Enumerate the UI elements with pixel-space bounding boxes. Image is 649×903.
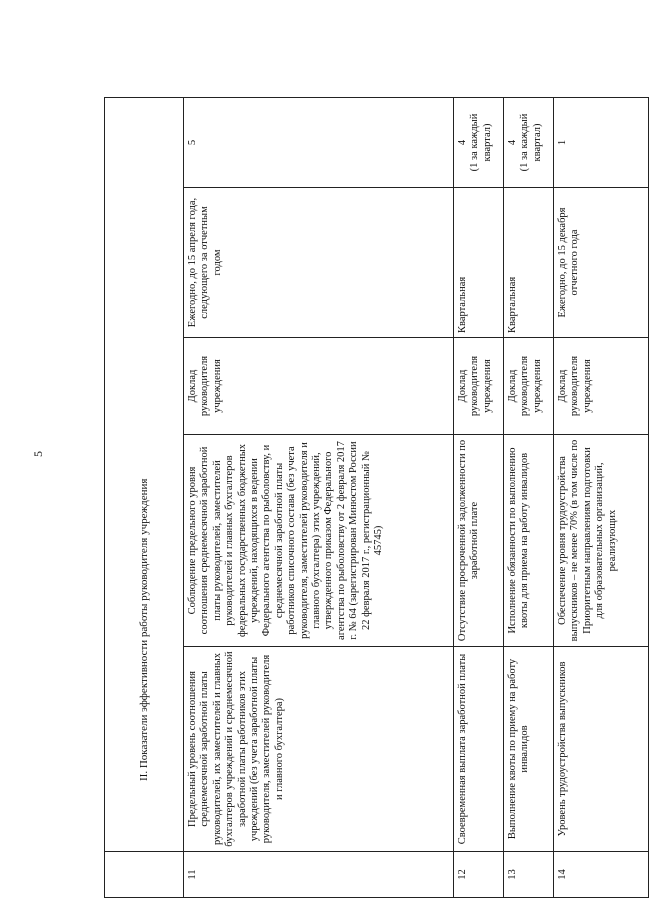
points-note: (1 за каждый квартал) <box>469 113 493 171</box>
row-number: 11 <box>184 851 454 897</box>
points-value: 1 <box>557 139 568 145</box>
indicator-cell: Уровень трудоустройства выпускников <box>554 646 649 851</box>
points-value: 4 <box>507 139 518 145</box>
period-cell: Ежегодно, до 15 апреля года, следующего за отчетным годом <box>184 187 454 337</box>
row-number: 14 <box>554 851 649 897</box>
points-cell <box>504 97 554 187</box>
section-title: II. Показатели эффективности работы руководителя учреждения <box>105 97 184 851</box>
page-number: 5 <box>31 451 45 457</box>
criterion-cell: Обеспечение уровня трудоустройства выпускников – не менее 70% (в том числе по Приоритетным направлениям подготовки для образовательных организаций, реализующих <box>554 434 649 646</box>
table-viewport <box>137 46 634 880</box>
criterion-cell: Исполнение обязанности по выполнению квоты для приема на работу инвалидов <box>504 434 554 646</box>
indicator-cell: Своевременная выплата заработной платы <box>454 646 504 851</box>
period-cell: Квартальная <box>504 187 554 337</box>
points-value: 4 <box>457 139 468 145</box>
points-cell <box>554 97 649 187</box>
source-cell: Доклад руководителя учреждения <box>504 337 554 434</box>
points-cell <box>454 97 504 187</box>
criterion-cell: Соблюдение предельного уровня соотношения среднемесячной заработной платы руководителей, заместителей руководителей и главных бухгалтеров федеральных государственных бюджетных учреждений, находящихся в ведении Федерального агентства по рыболовству, и среднемесячной заработной платы работников списочного состава (без учета руководителя, заместителей руководителя и главного бухгалтера) этих учреждений, утвержденного приказом Федерального агентства по рыболовству от 2 февраля 2017 г. № 64 (зарегистрирован Минюстом России 22 февраля 2017 г., регистрационный № 45745) <box>184 434 454 646</box>
points-cell <box>184 97 454 187</box>
indicators-table <box>104 97 649 898</box>
indicator-cell: Выполнение квоты по приему на работу инвалидов <box>504 646 554 851</box>
criterion-cell: Отсутствие просроченной задолженности по заработной плате <box>454 434 504 646</box>
source-cell: Доклад руководителя учреждения <box>184 337 454 434</box>
source-cell: Доклад руководителя учреждения <box>554 337 649 434</box>
rotated-table-container <box>104 98 618 898</box>
table-row <box>504 97 554 897</box>
table-header-row <box>105 97 184 897</box>
row-number: 13 <box>504 851 554 897</box>
period-cell: Квартальная <box>454 187 504 337</box>
points-value: 5 <box>187 139 198 145</box>
table-row <box>184 97 454 897</box>
indicator-cell: Предельный уровень соотношения среднемесячной заработной платы руководителей, их заместителей и главных бухгалтеров учреждений и среднемесячной заработной платы работников этих учреждений (без учета заработной платы руководителя, заместителей руководителя и главного бухгалтера) <box>184 646 454 851</box>
table-row <box>454 97 504 897</box>
source-cell: Доклад руководителя учреждения <box>454 337 504 434</box>
header-spacer-cell <box>105 851 184 897</box>
row-number: 12 <box>454 851 504 897</box>
table-row <box>554 97 649 897</box>
points-note: (1 за каждый квартал) <box>519 113 543 171</box>
period-cell: Ежегодно, до 15 декабря отчетного года <box>554 187 649 337</box>
